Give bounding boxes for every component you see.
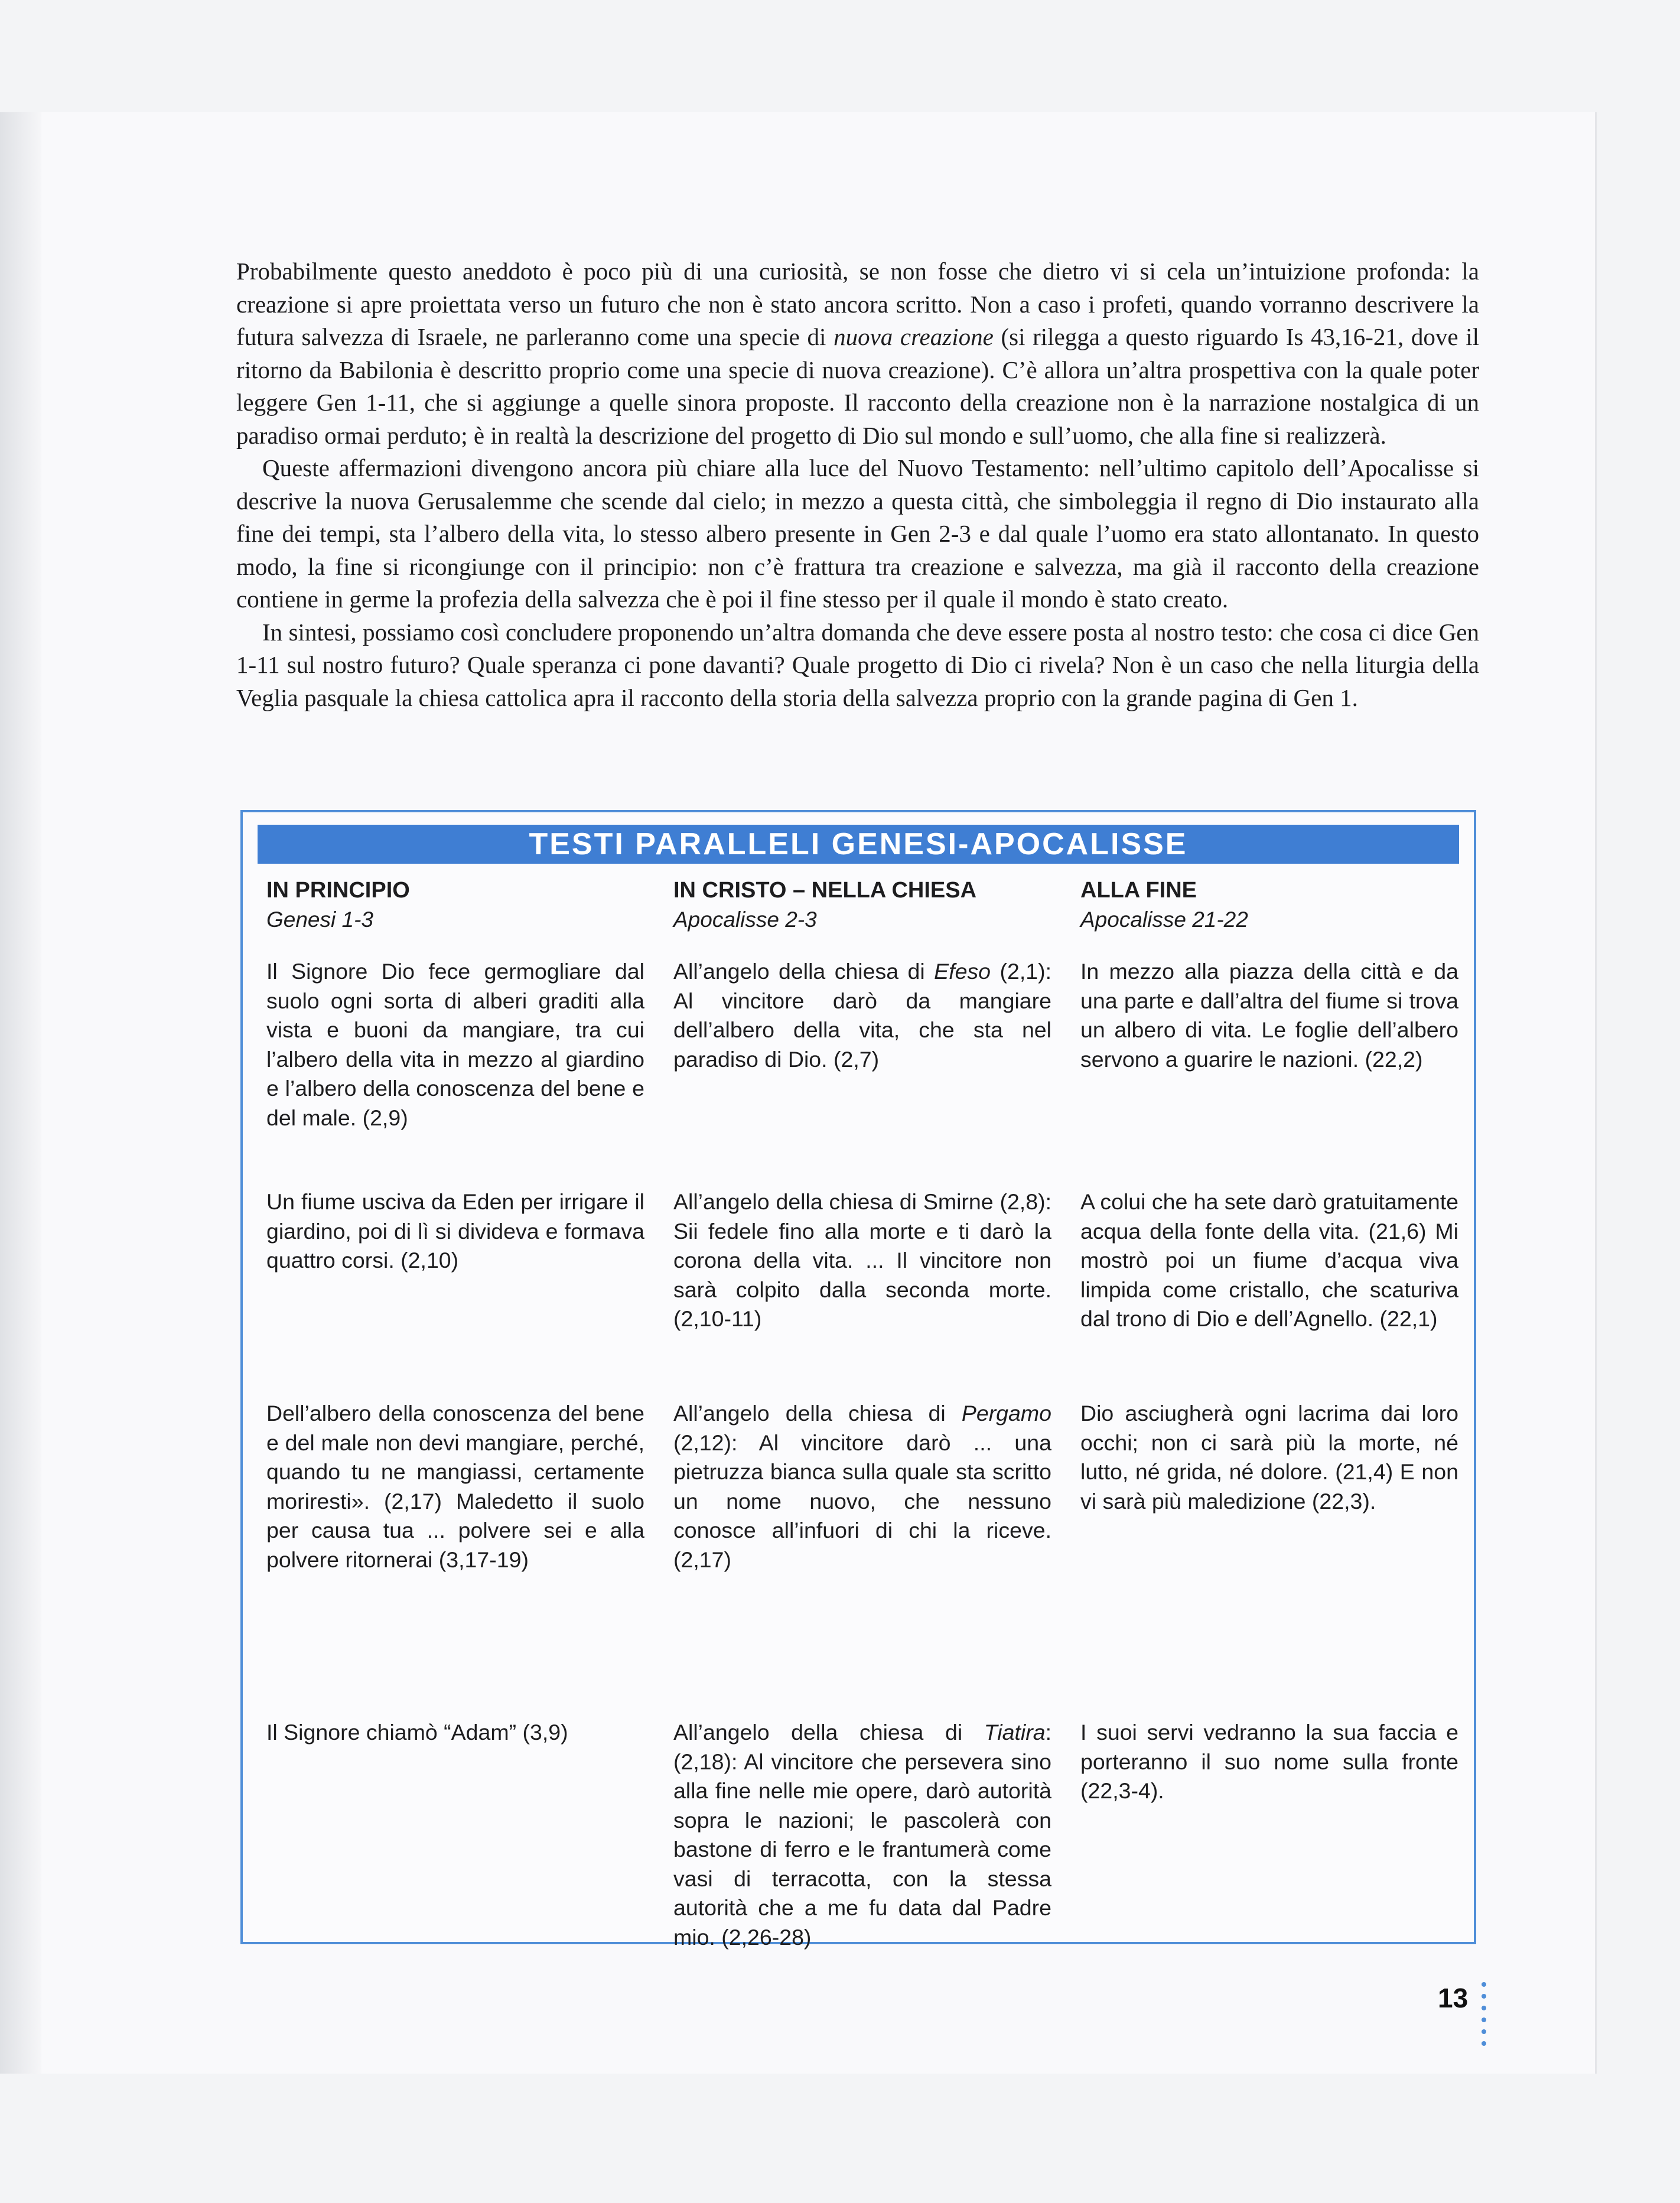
column-fine <box>1080 868 1458 1803</box>
intro-text <box>236 255 1479 714</box>
column-genesi <box>266 868 644 1745</box>
text-cell: I suoi servi vedranno la sua faccia e porteranno il suo nome sulla fronte (22,3-4). <box>1080 1720 1458 1803</box>
column-heading: IN CRISTO – NELLA CHIESA <box>673 878 977 903</box>
text-cell: Il Signore chiamò “Adam” (3,9) <box>266 1720 568 1745</box>
text-cell: Dell’albero della conoscenza del bene e del male non devi mangiare, perché, quando tu ne mangiassi, certamente moriresti». (2,17) Maledetto il suolo per causa tua ... polvere sei e alla polvere ritornerai (3,17-19) <box>266 1401 644 1572</box>
text-cell: Un fiume usciva da Eden per irrigare il giardino, poi di lì si divideva e formava quattro corsi. (2,10) <box>266 1189 644 1273</box>
column-subheading: Genesi 1-3 <box>266 907 373 932</box>
text-cell: All’angelo della chiesa di Pergamo (2,12): Al vincitore darò ... una pietruzza bianca sulla quale sta scritto un nome nuovo, che nessuno conosce all’infuori di chi la riceve. (2,17) <box>673 1401 1051 1572</box>
intro-paragraph-3: In sintesi, possiamo così concludere proponendo un’altra domanda che deve essere posta al nostro testo: che cosa ci dice Gen 1-11 sul nostro futuro? Quale speranza ci pone davanti? Quale progetto di Dio ci rivela? Non è un caso che nella liturgia della Veglia pasquale la chiesa cattolica apra il racconto della storia della salvezza proprio con la grande pagina di Gen 1. <box>236 618 1479 711</box>
text-cell: Dio asciugherà ogni lacrima dai loro occhi; non ci sarà più la morte, né lutto, né grida, né dolore. (21,4) E non vi sarà più maledizione (22,3). <box>1080 1401 1458 1514</box>
page-number: 13 <box>1438 1983 1469 2013</box>
text-cell: In mezzo alla piazza della città e da una parte e dall’altra del fiume si trova un albero di vita. Le foglie dell’albero servono a guarire le nazioni. (22,2) <box>1080 959 1458 1072</box>
column-heading: ALLA FINE <box>1080 878 1197 903</box>
intro-paragraph-1: Probabilmente questo aneddoto è poco più di una curiosità, se non fosse che dietro vi si cela un’intuizione profonda: la creazione si apre proiettata verso un futuro che non è stato ancora scritto. Non a caso i profeti, quando vorranno descrivere la futura salvezza di Israele, ne parleranno come una specie di nuova creazione (si rilegga a questo riguardo Is 43,16-21, dove il ritorno da Babilonia è descritto proprio come una specie di nuova creazione). C’è allora un’altra prospettiva con la quale poter leggere Gen 1-11, che si aggiunge a quelle sinora proposte. Il racconto della creazione non è la narrazione nostalgica di un paradiso ormai perduto; è in realtà la descrizione del progetto di Dio sul mondo e sull’uomo, che alla fine si realizzerà. <box>236 258 1479 449</box>
column-subheading: Apocalisse 21-22 <box>1080 907 1248 932</box>
column-subheading: Apocalisse 2-3 <box>673 907 817 932</box>
column-chiesa <box>673 868 1051 1950</box>
text-cell: All’angelo della chiesa di Smirne (2,8): Sii fedele fino alla morte e ti darò la corona della vita. ... Il vincitore non sarà colpito dalla seconda morte. (2,10-11) <box>673 1189 1051 1331</box>
text-cell: All’angelo della chiesa di Tiatira: (2,18): Al vincitore che persevera sino alla fine nelle mie opere, darò autorità sopra le nazioni; le pascolerà con bastone di ferro e le frantumerà come vasi di terracotta, con la stessa autorità che a me fu data dal Padre mio. (2,26-28) <box>673 1720 1051 1950</box>
intro-paragraph-2: Queste affermazioni divengono ancora più chiare alla luce del Nuovo Testamento: nell’ultimo capitolo dell’Apocalisse si descrive la nuova Gerusalemme che scende dal cielo; in mezzo a questa città, che simboleggia il regno di Dio instaurato alla fine dei tempi, sta l’albero della vita, lo stesso albero presente in Gen 2-3 e dal quale l’uomo era stato allontanato. In questo modo, la fine si ricongiunge con il principio: non c’è frattura tra creazione e salvezza, ma già il racconto della creazione contiene in germe la profezia della salvezza che è poi il fine stesso per il quale il mondo è stato creato. <box>236 454 1479 613</box>
text-cell: All’angelo della chiesa di Efeso (2,1): Al vincitore darò da mangiare dell’albero della vita, che sta nel paradiso di Dio. (2,7) <box>673 959 1051 1072</box>
parallel-texts-box <box>240 810 1476 1950</box>
text-cell: A colui che ha sete darò gratuitamente acqua della fonte della vita. (21,6) Mi mostrò poi un fiume d’acqua viva limpida come cristallo, che scaturiva dal trono di Dio e dell’Agnello. (22,1) <box>1080 1189 1458 1331</box>
page-fold-shadow <box>0 112 41 2074</box>
column-heading: IN PRINCIPIO <box>266 878 410 903</box>
text-cell: Il Signore Dio fece germogliare dal suolo ogni sorta di alberi graditi alla vista e buoni da mangiare, tra cui l’albero della vita in mezzo al giardino e l’albero della conoscenza del bene e del male. (2,9) <box>266 959 644 1130</box>
decorative-dots <box>1482 1982 1487 2053</box>
box-title: TESTI PARALLELI GENESI-APOCALISSE <box>258 825 1459 864</box>
